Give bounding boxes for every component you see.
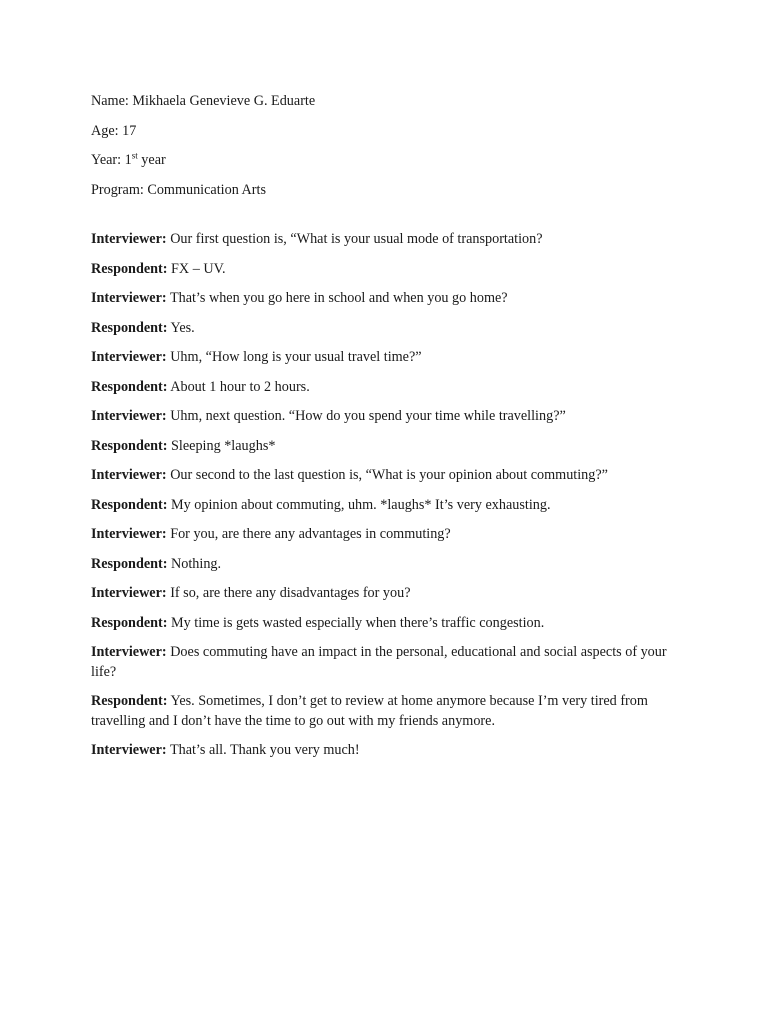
speaker-label: Respondent: <box>91 693 168 709</box>
program-value: Communication Arts <box>147 181 266 198</box>
turn-text: Sleeping *laughs* <box>171 437 276 454</box>
year-word: year <box>141 152 166 168</box>
transcript-turn <box>91 437 681 457</box>
transcript-turn <box>91 555 681 575</box>
turn-text: Does commuting have an impact in the personal, educational and social aspects of your life? <box>91 644 667 680</box>
turn-text: Yes. <box>170 319 195 336</box>
turn-text: Uhm, “How long is your usual travel time?” <box>170 349 422 365</box>
transcript-turn <box>91 614 681 634</box>
turn-text: Our first question is, “What is your usual mode of transportation? <box>170 231 543 247</box>
speaker-label: Interviewer: <box>91 644 167 660</box>
transcript-turn <box>91 525 681 545</box>
transcript-turn <box>91 289 681 309</box>
year-suffix: st <box>131 150 138 161</box>
year-line <box>91 151 681 171</box>
name-value: Mikhaela Genevieve G. Eduarte <box>132 93 316 109</box>
age-label: Age: <box>91 122 119 139</box>
turn-text: My time is gets wasted especially when there’s traffic congestion. <box>171 614 545 631</box>
speaker-label: Respondent: <box>91 319 168 336</box>
turn-text: Uhm, next question. “How do you spend your time while travelling?” <box>170 408 566 424</box>
program-line <box>91 181 681 201</box>
program-label: Program: <box>91 181 144 198</box>
speaker-label: Interviewer: <box>91 585 167 601</box>
age-line <box>91 122 681 142</box>
transcript-turn <box>91 741 681 761</box>
speaker-label: Respondent: <box>91 437 168 454</box>
transcript-turn <box>91 378 681 398</box>
speaker-label: Interviewer: <box>91 349 167 365</box>
name-label: Name: <box>91 93 129 109</box>
transcript-turn <box>91 584 681 604</box>
speaker-label: Interviewer: <box>91 467 167 483</box>
speaker-label: Interviewer: <box>91 231 167 247</box>
turn-text: About 1 hour to 2 hours. <box>170 378 310 395</box>
speaker-label: Respondent: <box>91 614 168 631</box>
speaker-label: Interviewer: <box>91 742 167 758</box>
transcript-turn <box>91 319 681 339</box>
speaker-label: Interviewer: <box>91 526 167 542</box>
transcript-turn <box>91 692 681 731</box>
name-line <box>91 92 681 112</box>
turn-text: For you, are there any advantages in commuting? <box>170 526 451 542</box>
speaker-label: Respondent: <box>91 378 168 395</box>
turn-text: My opinion about commuting, uhm. *laughs* It’s very exhausting. <box>171 496 551 513</box>
age-value: 17 <box>122 122 137 139</box>
document-page <box>91 92 681 771</box>
transcript <box>91 230 681 761</box>
speaker-label: Interviewer: <box>91 408 167 424</box>
turn-text: That’s when you go here in school and when you go home? <box>169 290 508 306</box>
transcript-turn <box>91 407 681 427</box>
turn-text: FX – UV. <box>171 260 226 277</box>
transcript-turn <box>91 230 681 250</box>
transcript-turn <box>91 260 681 280</box>
turn-text: Our second to the last question is, “What is your opinion about commuting?” <box>170 467 608 483</box>
transcript-turn <box>91 496 681 516</box>
turn-text: If so, are there any disadvantages for you? <box>170 585 411 601</box>
transcript-turn <box>91 348 681 368</box>
speaker-label: Interviewer: <box>91 290 167 306</box>
year-number: 1 <box>124 152 132 168</box>
speaker-label: Respondent: <box>91 260 168 277</box>
section-spacer <box>91 210 681 230</box>
speaker-label: Respondent: <box>91 555 168 572</box>
transcript-turn <box>91 643 681 682</box>
turn-text: Yes. Sometimes, I don’t get to review at home anymore because I’m very tired from travelling and I don’t have the time to go out with my friends anymore. <box>91 693 648 729</box>
turn-text: That’s all. Thank you very much! <box>169 742 360 758</box>
transcript-turn <box>91 466 681 486</box>
speaker-label: Respondent: <box>91 496 168 513</box>
year-label: Year: <box>91 152 122 168</box>
turn-text: Nothing. <box>171 555 222 572</box>
